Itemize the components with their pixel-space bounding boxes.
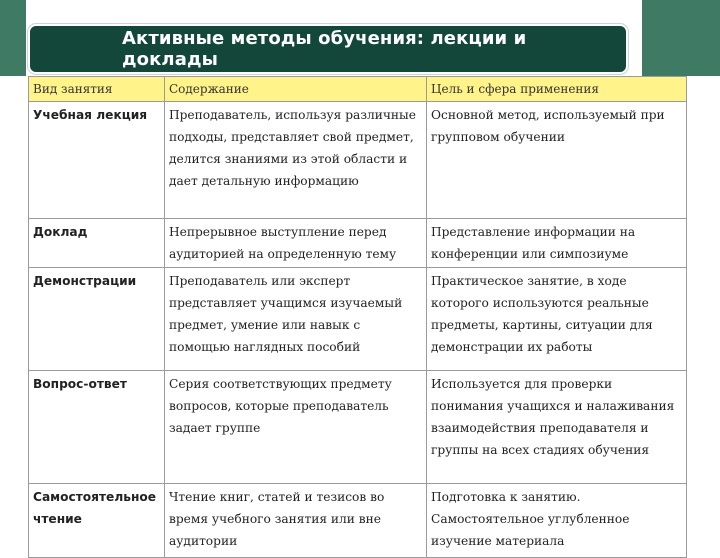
row-purpose: Подготовка к занятию. Самостоятельное углубленное изучение материала [427, 484, 687, 558]
row-type: Учебная лекция [29, 102, 165, 219]
row-purpose: Представление информации на конференции или симпозиуме [427, 219, 687, 268]
row-content: Чтение книг, статей и тезисов во время учебного занятия или вне аудитории [165, 484, 427, 558]
row-type: Доклад [29, 219, 165, 268]
header-content: Содержание [165, 77, 427, 102]
right-accent-bar [642, 0, 720, 76]
table-row [29, 219, 687, 268]
header-type: Вид занятия [29, 77, 165, 102]
row-content: Преподаватель, используя различные подходы, представляет свой предмет, делится знаниями из этой области и дает детальную информацию [165, 102, 427, 219]
methods-table [28, 76, 687, 558]
title-banner [28, 24, 628, 74]
table-row [29, 484, 687, 558]
table-row [29, 268, 687, 371]
row-content: Непрерывное выступление перед аудиторией на определенную тему [165, 219, 427, 268]
top-white-band [26, 0, 642, 20]
row-content: Серия соответствующих предмету вопросов, которые преподаватель задает группе [165, 371, 427, 484]
row-purpose: Основной метод, используемый при групповом обучении [427, 102, 687, 219]
left-accent-bar [0, 0, 26, 76]
table-header-row [29, 77, 687, 102]
row-type: Самостоятельное чтение [29, 484, 165, 558]
page-title: Активные методы обучения: лекции и доклады [122, 28, 527, 70]
row-purpose: Практическое занятие, в ходе которого используются реальные предметы, картины, ситуации для демонстрации их работы [427, 268, 687, 371]
row-type: Вопрос-ответ [29, 371, 165, 484]
row-content: Преподаватель или эксперт представляет учащимся изучаемый предмет, умение или навык с помощью наглядных пособий [165, 268, 427, 371]
row-purpose: Используется для проверки понимания учащихся и налаживания взаимодействия преподавателя и группы на всех стадиях обучения [427, 371, 687, 484]
table-row [29, 371, 687, 484]
row-type: Демонстрации [29, 268, 165, 371]
header-purpose: Цель и сфера применения [427, 77, 687, 102]
table-row [29, 102, 687, 219]
